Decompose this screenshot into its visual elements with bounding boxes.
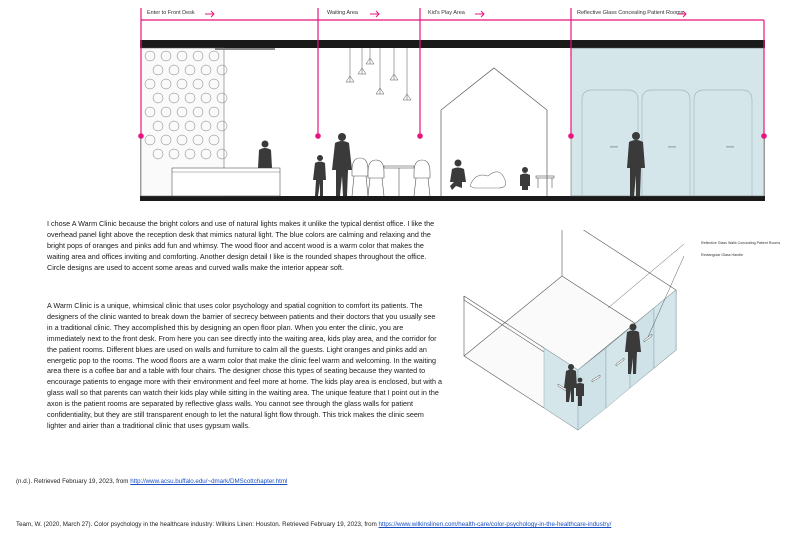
overhead-panel-light — [215, 48, 275, 50]
glass-patient-rooms — [571, 48, 764, 196]
play-area-kid-1 — [450, 160, 466, 191]
play-area-stool — [536, 176, 554, 188]
play-area-toy — [470, 172, 506, 188]
waiting-table-chairs — [352, 158, 430, 196]
play-area-kid-2 — [520, 167, 530, 190]
reference-2 — [16, 521, 611, 528]
reception-desk — [172, 168, 280, 196]
reference-2-text: Team, W. (2020, March 27). Color psychology in the healthcare industry: Wilkins Linen: Houston. Retrieved February 19, 2023, from — [16, 521, 379, 528]
axon-label-glass-walls: Reflective Glass Walls Concealing Patient Rooms — [701, 241, 781, 245]
paragraph-description: A Warm Clinic is a unique, whimsical clinic that uses color psychology and spatial cognition to comfort its patients. The designers of the clinic wanted to break down the barrier of secrecy between patients and their doctors that you usually see in a traditional clinic. They accomplished this by designing an open floor plan. When you enter the clinic, you are immediately next to the front desk. From here you can see directly into the waiting area, kids play area, and the corridor for the patient rooms. Different blues are used on walls and furniture to calm all the guests. Light oranges and pinks add an energetic pop to the rooms. The wood floors are a warm color that make the clinic feel warm and welcoming. In the waiting area there is a coffee bar and a table with four chairs. The designer chose this types of seating because they wanted to encourage patients to engage more with their environment and feel more at home. The kids play area is enclosed, but with a glass wall so that parents can watch their kids play while sitting in the waiting area. The unique feature that I point out in the axon is the patient rooms are separated by reflective glass walls. You cannot see through the glass walls for patient confidentiality, but they are still transparent enough to let the natural light flow through. This trick makes the clinic seem lighter and airier than a traditional clinic that uses gypsum walls. — [47, 301, 443, 430]
axon-drawing — [458, 230, 698, 440]
reference-2-link[interactable]: https://www.wilkinslinen.com/health-care/color-psychology-in-the-healthcare-industry/ — [378, 521, 612, 528]
receptionist-figure — [258, 141, 272, 169]
reference-1 — [16, 478, 287, 485]
reference-1-text: (n.d.). Retrieved February 19, 2023, from — [16, 478, 131, 485]
label-kids-play-area: Kid's Play Area — [428, 10, 465, 16]
label-enter-front-desk: Enter to Front Desk — [147, 10, 195, 16]
label-reflective-glass: Reflective Glass Concealing Patient Rooms — [577, 10, 684, 16]
section-drawing — [0, 0, 794, 210]
waiting-area-child — [313, 155, 326, 196]
ceiling-slab — [140, 40, 765, 48]
floor-slab — [140, 196, 765, 201]
pendant-lights — [346, 48, 411, 100]
label-waiting-area: Waiting Area — [327, 10, 358, 16]
waiting-area-adult — [332, 133, 352, 196]
reference-1-link[interactable]: http://www.acsu.buffalo.edu/~dmark/DMScottchapter.html — [130, 478, 288, 485]
axon-label-glass-handle: Rectangular Glass Handle — [701, 253, 743, 257]
paragraph-intro: I chose A Warm Clinic because the bright colors and use of natural lights makes it unlike the typical dentist office. I like the overhead panel light above the reception desk that mimics natural light. The blue colors are calming and relaxing and the bright pops of oranges and pinks add fun and whimsy. The wood floor and accent wood is a warm color that makes the waiting area and offices inviting and comforting. Another design detail I like is the rounded shapes throughout the office. Circle designs are used to accent some areas and curved walls make the interior appear soft. — [47, 219, 435, 272]
